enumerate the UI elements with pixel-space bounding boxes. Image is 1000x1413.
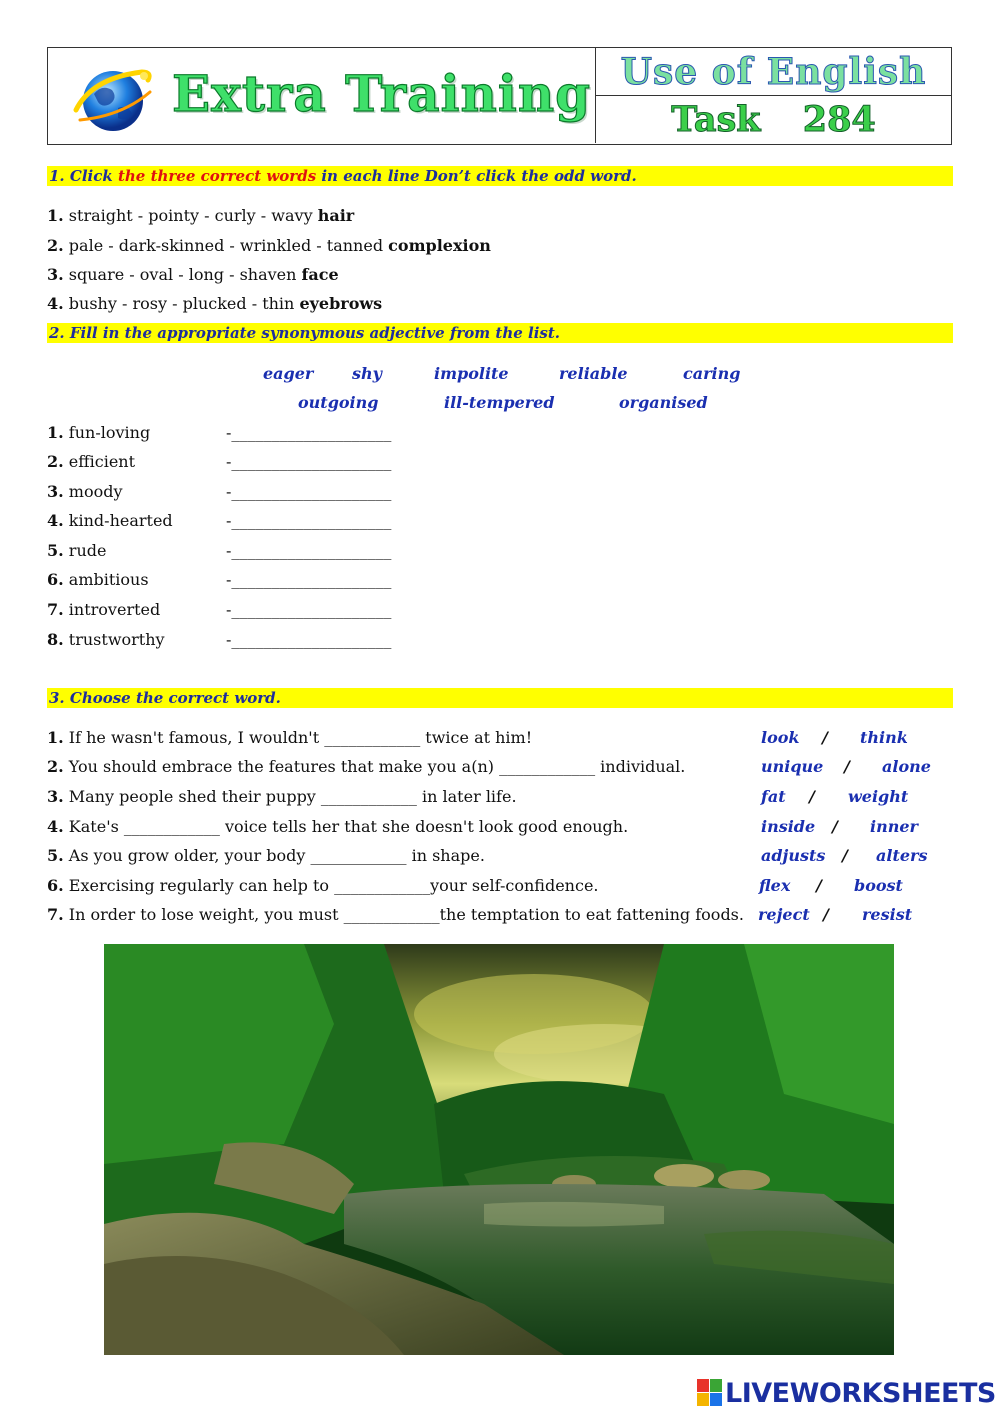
task-cell (596, 96, 951, 143)
brand-title: Extra Training (172, 64, 592, 123)
item-number: 8. (47, 630, 64, 649)
synonym-item (47, 423, 150, 442)
choice-separator: / (816, 876, 822, 895)
item-number: 4. (47, 294, 64, 313)
header-brand-cell (48, 48, 596, 143)
sentence-item (47, 876, 599, 896)
list-word-shy: shy (352, 364, 382, 383)
word-options[interactable]: square - oval - long - shaven (68, 265, 297, 284)
item-number: 4. (47, 511, 64, 530)
section1-line (47, 236, 491, 256)
item-number: 4. (47, 817, 64, 836)
choice-b[interactable]: think (860, 728, 908, 747)
word-options[interactable]: straight - pointy - curly - wavy (68, 206, 313, 225)
section1-instruction-start: 1. Click (49, 167, 118, 185)
choice-separator: / (844, 757, 850, 776)
choice-a[interactable]: inside (761, 817, 816, 836)
answer-blank[interactable]: -____________________ (226, 541, 392, 560)
noun: complexion (388, 236, 491, 255)
item-number: 3. (47, 265, 64, 284)
section1-line (47, 294, 382, 314)
synonym-item (47, 600, 160, 619)
choice-separator: / (822, 728, 828, 747)
river-landscape-image (104, 944, 894, 1355)
item-number: 6. (47, 570, 64, 589)
synonym-item (47, 570, 149, 589)
item-number: 7. (47, 600, 64, 619)
choice-b[interactable]: weight (848, 787, 909, 806)
synonym-term: rude (68, 541, 107, 560)
item-number: 1. (47, 728, 64, 747)
item-number: 5. (47, 846, 64, 865)
liveworksheets-badge-icon (697, 1379, 723, 1407)
list-word-caring: caring (683, 364, 741, 383)
synonym-item (47, 511, 173, 530)
synonym-term: introverted (68, 600, 161, 619)
choice-a[interactable]: flex (759, 876, 791, 895)
item-number: 2. (47, 452, 64, 471)
section2-instruction: 2. Fill in the appropriate synonymous adjective from the list. (47, 323, 953, 343)
item-number: 5. (47, 541, 64, 560)
answer-blank[interactable]: -____________________ (226, 570, 392, 589)
section1-line (47, 206, 354, 226)
list-word-outgoing: outgoing (298, 393, 379, 412)
sentence-text: Many people shed their puppy ____________ in later life. (68, 787, 517, 806)
list-word-impolite: impolite (434, 364, 509, 383)
item-number: 3. (47, 482, 64, 501)
noun: eyebrows (299, 294, 383, 313)
footer-brand: LIVEWORKSHEETS (725, 1378, 996, 1409)
section1-instruction-end: in each line Don’t click the odd word. (316, 167, 637, 185)
choice-separator: / (842, 846, 848, 865)
item-number: 1. (47, 206, 64, 225)
noun: face (301, 265, 339, 284)
noun: hair (317, 206, 355, 225)
synonym-term: efficient (68, 452, 136, 471)
subject-cell (596, 48, 951, 96)
sentence-item (47, 757, 685, 777)
section3-instruction: 3. Choose the correct word. (47, 688, 953, 708)
list-word-ill-tempered: ill-tempered (444, 393, 555, 412)
synonym-term: ambitious (68, 570, 149, 589)
choice-separator: / (809, 787, 815, 806)
header-task-cell (596, 48, 951, 143)
sentence-item (47, 728, 532, 748)
subject-title: Use of English (620, 51, 927, 93)
globe-icon (72, 64, 154, 136)
answer-blank[interactable]: -____________________ (226, 511, 392, 530)
sentence-text: If he wasn't famous, I wouldn't ____________ twice at him! (68, 728, 533, 747)
synonym-term: moody (68, 482, 123, 501)
sentence-text: Exercising regularly can help to ____________your self-confidence. (68, 876, 599, 895)
word-options[interactable]: bushy - rosy - plucked - thin (68, 294, 295, 313)
sentence-text: In order to lose weight, you must ____________the temptation to eat fattening foods. (68, 905, 744, 924)
sentence-item (47, 846, 485, 866)
sentence-text: Kate's ____________ voice tells her that she doesn't look good enough. (68, 817, 629, 836)
section1-instruction-highlight: the three correct words (117, 167, 317, 185)
section1-line (47, 265, 339, 285)
item-number: 2. (47, 757, 64, 776)
sentence-item (47, 905, 744, 925)
choice-a[interactable]: look (761, 728, 800, 747)
synonym-term: kind-hearted (68, 511, 173, 530)
list-word-reliable: reliable (559, 364, 628, 383)
synonym-term: fun-loving (68, 423, 151, 442)
answer-blank[interactable]: -____________________ (226, 452, 392, 471)
choice-b[interactable]: resist (862, 905, 913, 924)
item-number: 7. (47, 905, 64, 924)
choice-separator: / (832, 817, 838, 836)
synonym-term: trustworthy (68, 630, 165, 649)
answer-blank[interactable]: -____________________ (226, 423, 392, 442)
synonym-item (47, 482, 123, 501)
item-number: 1. (47, 423, 64, 442)
sentence-item (47, 817, 628, 837)
synonym-item (47, 541, 106, 560)
choice-a[interactable]: reject (758, 905, 810, 924)
answer-blank[interactable]: -____________________ (226, 630, 392, 649)
choice-a[interactable]: adjusts (761, 846, 826, 865)
answer-blank[interactable]: -____________________ (226, 482, 392, 501)
choice-a[interactable]: fat (761, 787, 786, 806)
synonym-item (47, 452, 135, 471)
sentence-text: You should embrace the features that make you a(n) ____________ individual. (68, 757, 686, 776)
section1-instruction (47, 166, 953, 186)
item-number: 3. (47, 787, 64, 806)
choice-separator: / (823, 905, 829, 924)
worksheet-header (47, 47, 952, 145)
answer-blank[interactable]: -____________________ (226, 600, 392, 619)
liveworksheets-logo (697, 1378, 996, 1409)
choice-b[interactable]: inner (870, 817, 918, 836)
list-word-organised: organised (619, 393, 708, 412)
synonym-item (47, 630, 165, 649)
choice-a[interactable]: unique (761, 757, 824, 776)
choice-b[interactable]: alone (882, 757, 931, 776)
choice-b[interactable]: boost (854, 876, 903, 895)
item-number: 2. (47, 236, 64, 255)
choice-b[interactable]: alters (876, 846, 928, 865)
sentence-item (47, 787, 517, 807)
sentence-text: As you grow older, your body ____________ in shape. (68, 846, 485, 865)
list-word-eager: eager (263, 364, 314, 383)
word-options[interactable]: pale - dark-skinned - wrinkled - tanned (68, 236, 384, 255)
item-number: 6. (47, 876, 64, 895)
task-number: Task 284 (671, 99, 876, 140)
